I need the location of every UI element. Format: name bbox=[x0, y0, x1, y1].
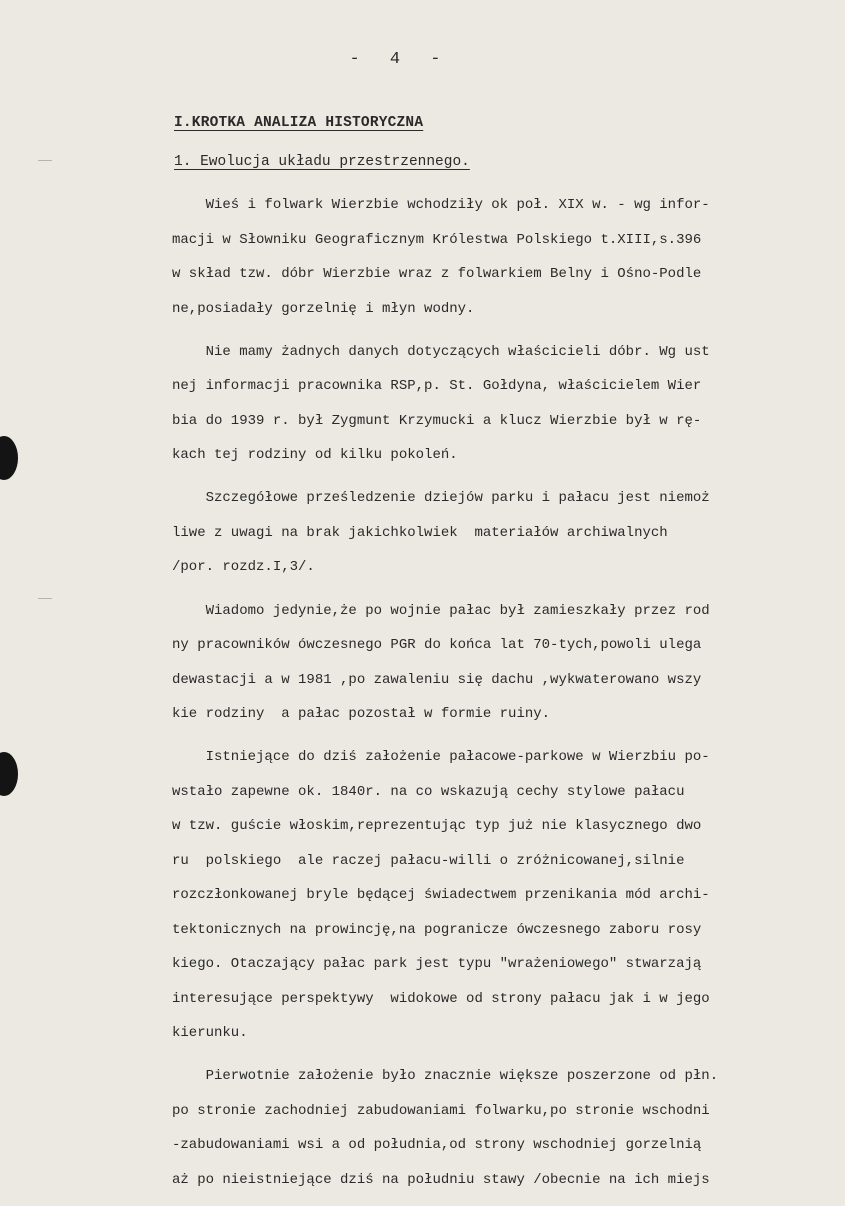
paragraph bbox=[172, 1059, 832, 1197]
text-line: macji w Słowniku Geograficznym Królestwa Polskiego t.XIII,s.396 bbox=[172, 231, 702, 248]
text-line: kach tej rodziny od kilku pokoleń. bbox=[172, 447, 458, 464]
text-line: Szczegółowe prześledzenie dziejów parku i pałacu jest niemoż bbox=[172, 490, 710, 507]
page-number: - 4 - bbox=[349, 50, 451, 69]
text-line: ne,posiadały gorzelnię i młyn wodny. bbox=[172, 300, 475, 317]
fold-mark bbox=[38, 160, 52, 161]
text-line: Pierwotnie założenie było znacznie większe poszerzone od płn. bbox=[172, 1068, 719, 1085]
text-line: w skład tzw. dóbr Wierzbie wraz z folwarkiem Belny i Ośno-Podle bbox=[172, 266, 702, 282]
document-body bbox=[172, 188, 832, 1206]
text-line: aż po nieistniejące dziś na południu stawy /obecnie na ich miejs bbox=[172, 1171, 710, 1188]
binder-hole bbox=[0, 752, 18, 796]
paragraph bbox=[172, 594, 832, 732]
paragraph bbox=[172, 188, 832, 326]
text-line: /por. rozdz.I,3/. bbox=[172, 559, 315, 576]
fold-mark bbox=[38, 598, 52, 599]
text-line: dewastacji a w 1981 ,po zawaleniu się dachu ,wykwaterowano wszy bbox=[172, 671, 702, 688]
text-line: ru polskiego ale raczej pałacu-willi o zróżnicowanej,silnie bbox=[172, 852, 685, 869]
text-line: Istniejące do dziś założenie pałacowe-parkowe w Wierzbiu po- bbox=[172, 749, 710, 766]
text-line: bia do 1939 r. był Zygmunt Krzymucki a klucz Wierzbie był w rę- bbox=[172, 412, 702, 429]
text-line: po stronie zachodniej zabudowaniami folwarku,po stronie wschodni bbox=[172, 1102, 710, 1119]
binder-hole bbox=[0, 436, 18, 480]
text-line: kiego. Otaczający pałac park jest typu "wrażeniowego" stwarzają bbox=[172, 956, 702, 973]
subsection-heading: 1. Ewolucja układu przestrzennego. bbox=[174, 154, 470, 170]
text-line: wstało zapewne ok. 1840r. na co wskazują cechy stylowe pałacu bbox=[172, 783, 685, 800]
paragraph bbox=[172, 481, 832, 585]
text-line: liwe z uwagi na brak jakichkolwiek materiałów archiwalnych bbox=[172, 524, 668, 541]
text-line: nej informacji pracownika RSP,p. St. Gołdyna, właścicielem Wier bbox=[172, 378, 702, 395]
text-line: kie rodziny a pałac pozostał w formie ruiny. bbox=[172, 706, 551, 723]
text-line: w tzw. guście włoskim,reprezentując typ już nie klasycznego dwo bbox=[172, 818, 702, 835]
text-line: Wiadomo jedynie,że po wojnie pałac był zamieszkały przez rod bbox=[172, 602, 710, 619]
text-line: rozczłonkowanej bryle będącej świadectwem przenikania mód archi- bbox=[172, 887, 710, 904]
text-line: interesujące perspektywy widokowe od strony pałacu jak i w jego bbox=[172, 990, 710, 1007]
text-line: ny pracowników ówczesnego PGR do końca lat 70-tych,powoli ulega bbox=[172, 637, 702, 654]
text-line: Wieś i folwark Wierzbie wchodziły ok poł. XIX w. - wg infor- bbox=[172, 197, 710, 213]
text-line: -zabudowaniami wsi a od południa,od strony wschodniej gorzelnią bbox=[172, 1137, 702, 1154]
section-heading: I.KROTKA ANALIZA HISTORYCZNA bbox=[174, 115, 424, 131]
text-line: Nie mamy żadnych danych dotyczących właścicieli dóbr. Wg ust bbox=[172, 343, 710, 360]
paragraph bbox=[172, 740, 832, 1051]
paragraph bbox=[172, 335, 832, 473]
text-line: kierunku. bbox=[172, 1025, 248, 1042]
text-line: tektonicznych na prowincję,na pogranicze ówczesnego zaboru rosy bbox=[172, 921, 702, 938]
